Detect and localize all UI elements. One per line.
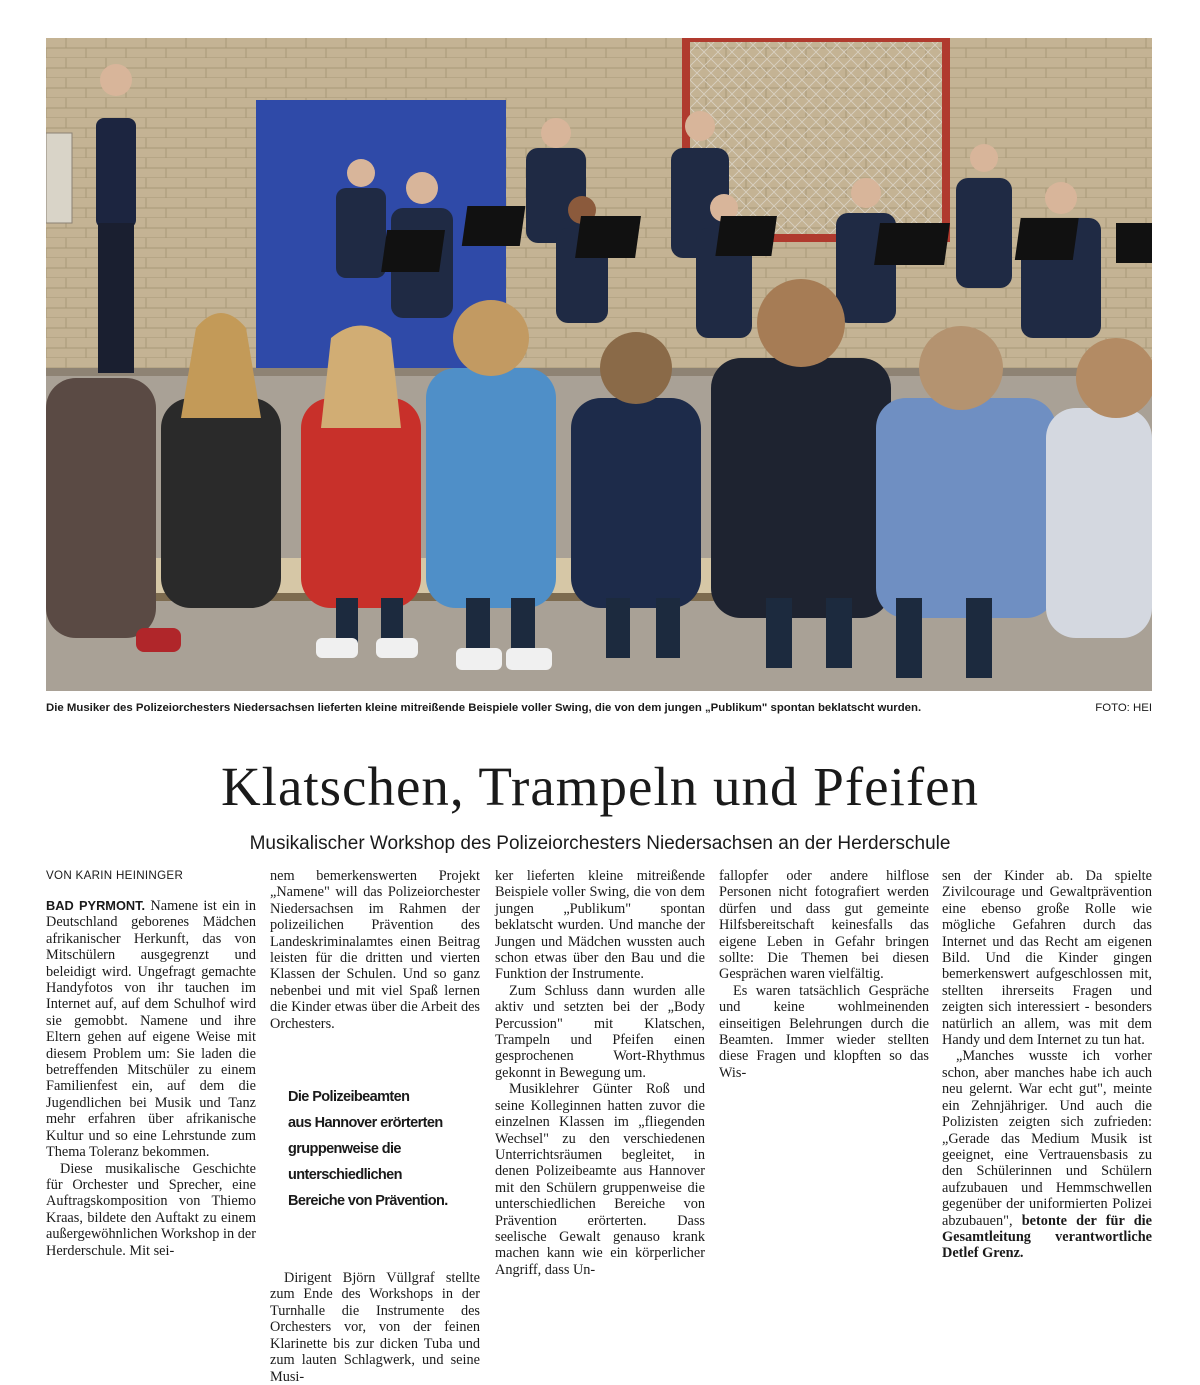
pull-quote-line: gruppenweise die [288,1141,401,1158]
closing-attribution: betonte der für die Gesamtleitung verantwortliche Detlef Grenz. [942,1212,1152,1262]
paragraph: Es waren tatsächlich Gespräche und keine wohlmeinenden einseitigen Belehrungen durch die Beamten. Immer wieder stellten diese Fragen und klopften so das Wis- [719,982,929,1081]
paragraph: „Manches wusste ich vorher schon, aber manches habe ich auch neu gelernt. War echt gut", meinte ein Zehnjähriger. Und auch die Polizisten zeigten sich zufrieden: „Gerade das Medium Musik ist geeignet, eine Vertrauensbasis zu den Schülerinnen und Schülern aufzubauen und Hemmschwellen gegenüber der uniformierten Polizei abzubauen", betonte der für die Gesamtleitung verantwortliche Detlef Grenz. [942,1048,1152,1262]
paragraph: sen der Kinder ab. Da spielte Zivilcourage und Gewaltprävention eine ebenso große Rolle wie mögliche Gefahren durch das Internet und das Recht am eigenen Bild. Und die Kinder gingen bemerkenswert aufgeschlossen mit, stellten ihrerseits Fragen und zeigten sich interessiert - besonders natürlich an allem, was mit dem Handy und dem Internet zu tun hat. [942,868,1152,1049]
paragraph: Musiklehrer Günter Roß und seine Kolleginnen hatten zuvor die einzelnen Klassen im „fliegenden Wechsel" zu den verschiedenen Unterrichtsräumen begleitet, in denen Polizeibeamte aus Hannover mit den Schülern gruppenweise die unterschiedlichen Bereiche von Prävention erörterten. Dass seelische Gewalt genauso krank machen kann wie ein körperlicher Angriff, dass Un- [495,1081,705,1278]
pull-quote-line: Die Polizeibeamten [288,1089,410,1106]
photo-scene [46,38,1152,691]
photo-caption: Die Musiker des Polizeiorchesters Niedersachsen lieferten kleine mitreißende Beispiele voller Swing, die von dem jungen „Publikum" spontan beklatscht wurden. [46,702,922,714]
paragraph: Zum Schluss dann wurden alle aktiv und setzten bei der „Body Percussion" mit Klatschen, Trampeln und Pfeifen einen gesprochenen Wort-Rhythmus gekonnt in Bewegung um. [495,982,705,1081]
photo-credit: FOTO: HEI [1095,702,1152,714]
article-column-4 [719,868,929,1081]
article-column-5 [942,868,1152,1262]
paragraph: fallopfer oder andere hilflose Personen nicht fotografiert werden dürfen und dass gut gemeinte Hilfsbereitschaft keinesfalls das eigene Leben in Gefahr bringen sollte: Die Themen bei diesen Gesprächen waren vielfältig. [719,868,929,983]
pull-quote-line: unterschiedlichen [288,1167,402,1184]
paragraph: Diese musikalische Geschichte für Orchester und Sprecher, eine Auftragskomposition von Thiemo Kraas, bildete den Auftakt zu einem außergewöhnlichen Workshop in der Herderschule. Mit sei- [46,1160,256,1259]
pull-quote-line: Bereiche von Prävention. [288,1193,448,1210]
paragraph: ker lieferten kleine mitreißende Beispiele voller Swing, die von dem jungen „Publikum" spontan beklatscht wurden. Und manche der Jungen und Mädchen wussten auch schon etwas über den Bau und die Funktion der Instrumente. [495,868,705,983]
article-column-3 [495,868,705,1278]
pull-quote [270,1084,480,1214]
subheadline: Musikalischer Workshop des Polizeiorchesters Niedersachsen an der Herderschule [249,833,951,854]
byline: VON KARIN HEININGER [46,869,184,882]
article-column-1 [46,868,256,1259]
paragraph: Dirigent Björn Vüllgraf stellte zum Ende des Workshops in der Turnhalle die Instrumente des Orchesters vor, von der feinen Klarinette bis zur dicken Tuba und zum lauten Schlagwerk, und seine Musi- [270,1270,480,1385]
paragraph: nem bemerkenswerten Projekt „Namene" will das Polizeiorchester Niedersachsen im Rahmen der polizeilichen Prävention des Landeskriminalamtes einen Beitrag leisten für die dritten und vierten Klassen der Schulen. Und so ganz nebenbei und mit viel Spaß lernen die Kinder etwas über die Arbeit des Orchesters. [270,868,480,1032]
article-column-2 [270,868,480,1385]
paragraph: BAD PYRMONT. Namene ist ein in Deutschland geborenes Mädchen afrikanischer Herkunft, das von Mitschülern ausgegrenzt und beleidigt wird. Ungefragt gemachte Handyfotos von ihr tauchen im Internet auf, auf dem Schulhof wird sie gemobbt. Namene und ihre Eltern gehen auf eigene Weise mit diesem Problem um: Sie laden die betreffenden Mitschüler zu einem Familienfest ein, auf dem die Jugendlichen bei Musik und Tanz mehr erfahren über afrikanische Kultur und so eine Lehrstunde zum Thema Toleranz bekommen. [46,898,257,1161]
pull-quote-line: aus Hannover erörterten [288,1115,443,1132]
article-photo [46,38,1152,691]
dateline: BAD PYRMONT. [46,898,146,913]
headline: Klatschen, Trampeln und Pfeifen [220,756,980,817]
